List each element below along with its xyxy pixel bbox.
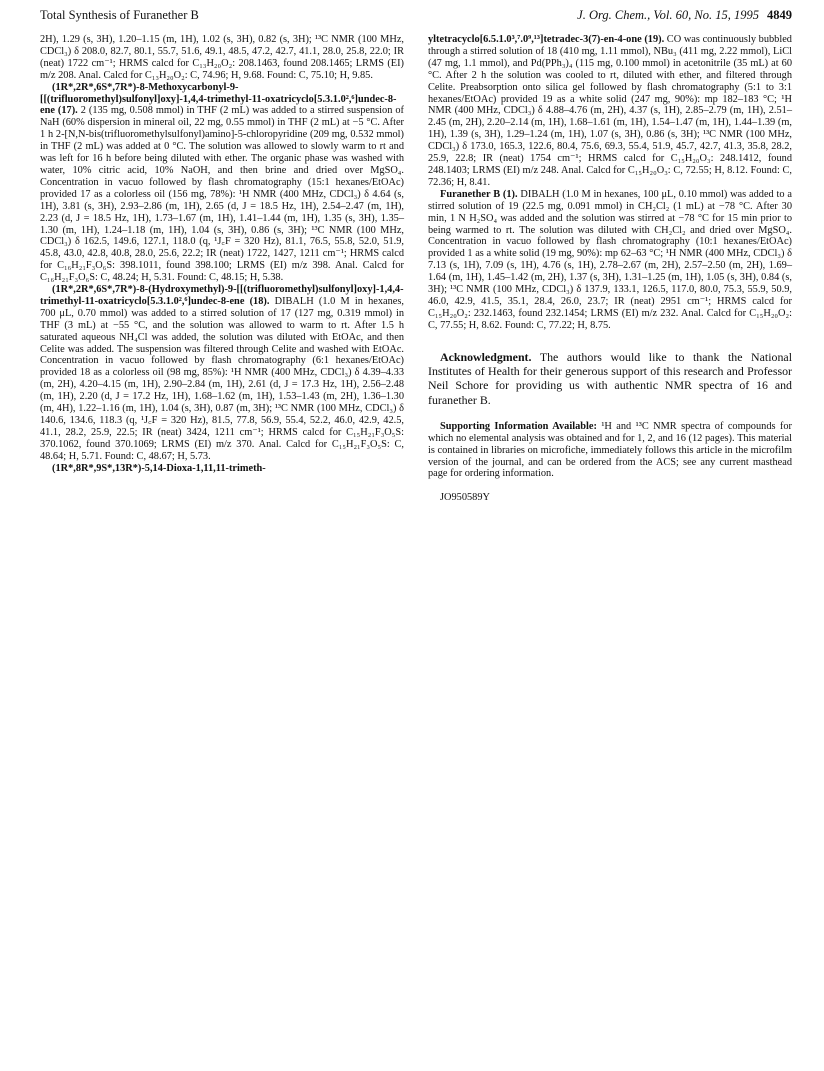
acknowledgment-title: Acknowledgment. — [440, 349, 532, 364]
furanether-b-body: DIBALH (1.0 M in hexanes, 100 μL, 0.10 mmol) was added to a stirred solution of 19 (22.5 mg, 0.091 mmol) in CH₂Cl₂ (1 mL) at −78 °C. After 30 min, 1 N H₂SO₄ was added and the solution was stirred at −78 °C for 15 min prior to being warmed to rt. The solution was diluted with CH₂Cl₂ and dried over MgSO₄. Concentration in vacuo followed by flash chromatography (10:1 hexanes/EtOAc) provided 1 as a white solid (19 mg, 90%): mp 62–63 °C; ¹H NMR (400 MHz, CDCl₃) δ 7.13 (s, 1H), 7.09 (s, 1H), 4.76 (s, 1H), 2.78–2.67 (m, 2H), 2.57–2.50 (m, 2H), 1.69–1.64 (m, 1H), 1.45–1.42 (m, 2H), 1.37 (s, 3H), 1.31–1.25 (m, 1H), 1.05 (s, 3H), 0.84 (s, 3H); ¹³C NMR (100 MHz, CDCl₃) δ 137.9, 133.1, 126.5, 117.0, 80.0, 75.3, 55.9, 50.9, 46.0, 42.9, 41.5, 35.1, 28.4, 26.0, 23.7; IR (neat) 2951 cm⁻¹; HRMS calcd for C₁₅H₂₀O₂: 232.1463, found 232.1454; LRMS (EI) m/z 232. Anal. Calcd for C₁₅H₂₀O₂: C, 77.55; H, 8.62. Found: C, 77.22; H, 8.75. — [428, 188, 792, 331]
supporting-information — [428, 421, 792, 481]
compound-18-title: (1R*,2R*,6S*,7R*)-8-(Hydroxymethyl)-9-[[(trifluoromethyl)sulfonyl]oxy]-1,4,4-trimethyl-11-oxatricyclo[5.3.1.0²,⁶]undec-8-ene (18). — [40, 284, 404, 307]
journal-name: J. Org. Chem., Vol. 60, No. 15, 1995 — [577, 8, 759, 22]
compound-19-title-start: (1R*,8R*,9S*,13R*)-5,14-Dioxa-1,11,11-trimeth- — [52, 462, 266, 474]
paragraph-compound-17 — [40, 82, 404, 284]
acknowledgment — [428, 350, 792, 407]
left-column — [40, 34, 404, 475]
compound-19-title-end: yltetracyclo[6.5.1.0³,⁷.0⁹,¹³]tetradec-3(7)-en-4-one (19). — [428, 34, 665, 45]
paragraph-compound-19-start — [40, 463, 404, 475]
compound-17-title: (1R*,2R*,6S*,7R*)-8-Methoxycarbonyl-9-[[(trifluoromethyl)sulfonyl]oxy]-1,4,4-trimethyl-11-oxatricyclo[5.3.1.0²,⁶]undec-8-ene (17). — [40, 81, 397, 117]
compound-18-body: DIBALH (1.0 M in hexanes, 700 μL, 0.70 mmol) was added to a stirred solution of 17 (127 mg, 0.319 mmol) in THF (3 mL) at −55 °C, and the solution was allowed to warm to rt. After 1.5 h saturated aqueous NH₄Cl was added, the solution was diluted with EtOAc, and then Celite was added. The suspension was filtered through Celite and washed with EtOAc. Concentration in vacuo followed by flash chromatography (6:1 hexanes/EtOAc) provided 18 as a colorless oil (98 mg, 85%): ¹H NMR (400 MHz, CDCl₃) δ 4.39–4.33 (m, 2H), 4.20–4.15 (m, 1H), 2.90–2.84 (m, 1H), 2.61 (d, J = 17.3 Hz, 1H), 2.56–2.48 (m, 1H), 2.20 (d, J = 17.2 Hz, 1H), 1.68–1.62 (m, 1H), 1.53–1.43 (m, 2H), 1.36–1.30 (m, 4H), 1.22–1.16 (m, 1H), 1.04 (s, 3H), 0.87 (m, 3H); ¹³C NMR (100 MHz, CDCl₃) δ 140.6, 134.6, 118.3 (q, ¹J꜀F = 320 Hz), 81.5, 77.8, 56.9, 55.4, 52.2, 46.0, 42.9, 42.5, 41.1, 28.2, 25.9, 22.5; IR (neat) 3424, 1211 cm⁻¹; HRMS calcd for C₁₅H₂₁F₃O₅S: 370.1062, found 370.1069; LRMS (EI) m/z 370. Anal. Calcd for C₁₅H₂₁F₃O₅S: C, 48.64; H, 5.71. Found: C, 48.67; H, 5.73. — [40, 295, 404, 462]
paragraph-continuation: 2H), 1.29 (s, 3H), 1.20–1.15 (m, 1H), 1.02 (s, 3H), 0.82 (s, 3H); ¹³C NMR (100 MHz, CDCl₃) δ 208.0, 82.7, 80.1, 55.7, 51.6, 49.1, 48.5, 47.2, 42.7, 41.1, 28.0, 25.8, 22.0; IR (neat) 1722 cm⁻¹; HRMS calcd for C₁₃H₂₀O₂: 208.1463, found 208.1465; LRMS (EI) m/z 208. Anal. Calcd for C₁₃H₂₀O₂: C, 74.96; H, 9.68. Found: C, 75.10; H, 9.85. — [40, 34, 404, 81]
compound-17-body: 2 (135 mg, 0.508 mmol) in THF (2 mL) was added to a stirred suspension of NaH (60% dispersion in mineral oil, 22 mg, 0.55 mmol) in THF (2 mL) at −5 °C. After 1 h 2-[N,N-bis(trifluoromethylsulfonyl)amino]-5-chloropyridine (209 mg, 0.532 mmol) in THF (2 mL) was added at 0 °C. The solution was allowed to slowly warm to rt and was left for 16 h before being diluted with ether. The organic phase was washed with water, 10% citric acid, 10% NaOH, and then brine and dried over MgSO₄. Concentration in vacuo followed by flash chromatography (15:1 hexanes/EtOAc) provided 17 as a colorless oil (156 mg, 78%): ¹H NMR (400 MHz, CDCl₃) δ 4.64 (s, 1H), 3.81 (s, 3H), 2.93–2.86 (m, 1H), 2.65 (d, J = 18.5 Hz, 1H), 2.54–2.47 (m, 1H), 2.23 (d, J = 18.5 Hz, 1H), 1.73–1.67 (m, 1H), 1.41–1.44 (m, 1H), 1.35 (s, 3H), 1.35–1.30 (m, 1H), 1.24–1.18 (m, 1H), 1.04 (s, 3H), 0.86 (s, 3H); ¹³C NMR (100 MHz, CDCl₃) δ 162.5, 149.6, 127.1, 118.0 (q, ¹J꜀F = 320 Hz), 81.1, 76.5, 55.8, 52.0, 51.9, 45.8, 43.0, 42.8, 40.8, 28.0, 25.6, 22.2; IR (neat) 1722, 1427, 1211 cm⁻¹; HRMS calcd for C₁₆H₂₁F₃O₆S: 398.1011, found 398.100; LRMS (EI) m/z 398. Anal. Calcd for C₁₆H₂₁F₃O₆S: C, 48.24; H, 5.31. Found: C, 48.15; H, 5.38. — [40, 105, 405, 284]
acknowledgment-body: The authors would like to thank the National Institutes of Health for their generous support of this research and Professor Neil Schore for providing us with authentic NMR spectra of 16 and furanether B. — [428, 349, 792, 407]
paragraph-compound-19 — [428, 34, 792, 189]
journal-citation — [577, 8, 792, 23]
right-column — [428, 34, 792, 504]
furanether-b-title: Furanether B (1). — [440, 188, 518, 200]
running-title: Total Synthesis of Furanether B — [40, 8, 199, 22]
paragraph-compound-18 — [40, 284, 404, 463]
article-code: JO950589Y — [440, 492, 490, 504]
paragraph-furanether-b — [428, 189, 792, 332]
supporting-information-title: Supporting Information Available: — [440, 420, 597, 432]
page-number: 4849 — [767, 8, 792, 22]
supporting-information-body: ¹H and ¹³C NMR spectra of compounds for which no elemental analysis was obtained and for 1, 2, and 16 (12 pages). This material is contained in libraries on microfiche, immediately follows this article in the microfilm version of the journal, and can be ordered from the ACS; see any current masthead page for ordering information. — [428, 420, 792, 480]
page-header — [40, 8, 792, 26]
compound-19-body: CO was continuously bubbled through a stirred solution of 18 (410 mg, 1.11 mmol), NBu₃ (411 mg, 2.22 mmol), LiCl (47 mg, 1.1 mmol), and Pd(PPh₃)₄ (115 mg, 0.100 mmol) in acetonitrile (35 mL) at 60 °C. After 2 h the solution was cooled to rt, diluted with ether, and filtered through Celite. Preabsorption onto silica gel followed by flash chromatography (5:1 to 3:1 hexanes/EtOAc) provided 19 as a white solid (247 mg, 90%): mp 182–183 °C; ¹H NMR (400 MHz, CDCl₃) δ 4.88–4.76 (m, 2H), 4.37 (s, 1H), 2.85–2.79 (m, 1H), 2.51–2.45 (m, 2H), 2.20–2.14 (m, 1H), 1.68–1.61 (m, 1H), 1.54–1.47 (m, 1H), 1.44–1.39 (m, 1H), 1.39 (s, 3H), 1.29–1.24 (m, 1H), 1.07 (s, 3H), 0.86 (s, 3H); ¹³C NMR (100 MHz, CDCl₃) δ 173.0, 165.3, 122.6, 80.4, 75.6, 69.3, 55.4, 51.9, 45.7, 42.7, 41.3, 35.8, 28.2, 25.9, 22.8; IR (neat) 1754 cm⁻¹; HRMS calcd for C₁₅H₂₀O₃: 248.1412, found 248.1403; LRMS (EI) m/z 248. Anal. Calcd for C₁₅H₂₀O₃: C, 72.55; H, 8.12. Found: C, 72.36; H, 8.41. — [428, 34, 792, 188]
